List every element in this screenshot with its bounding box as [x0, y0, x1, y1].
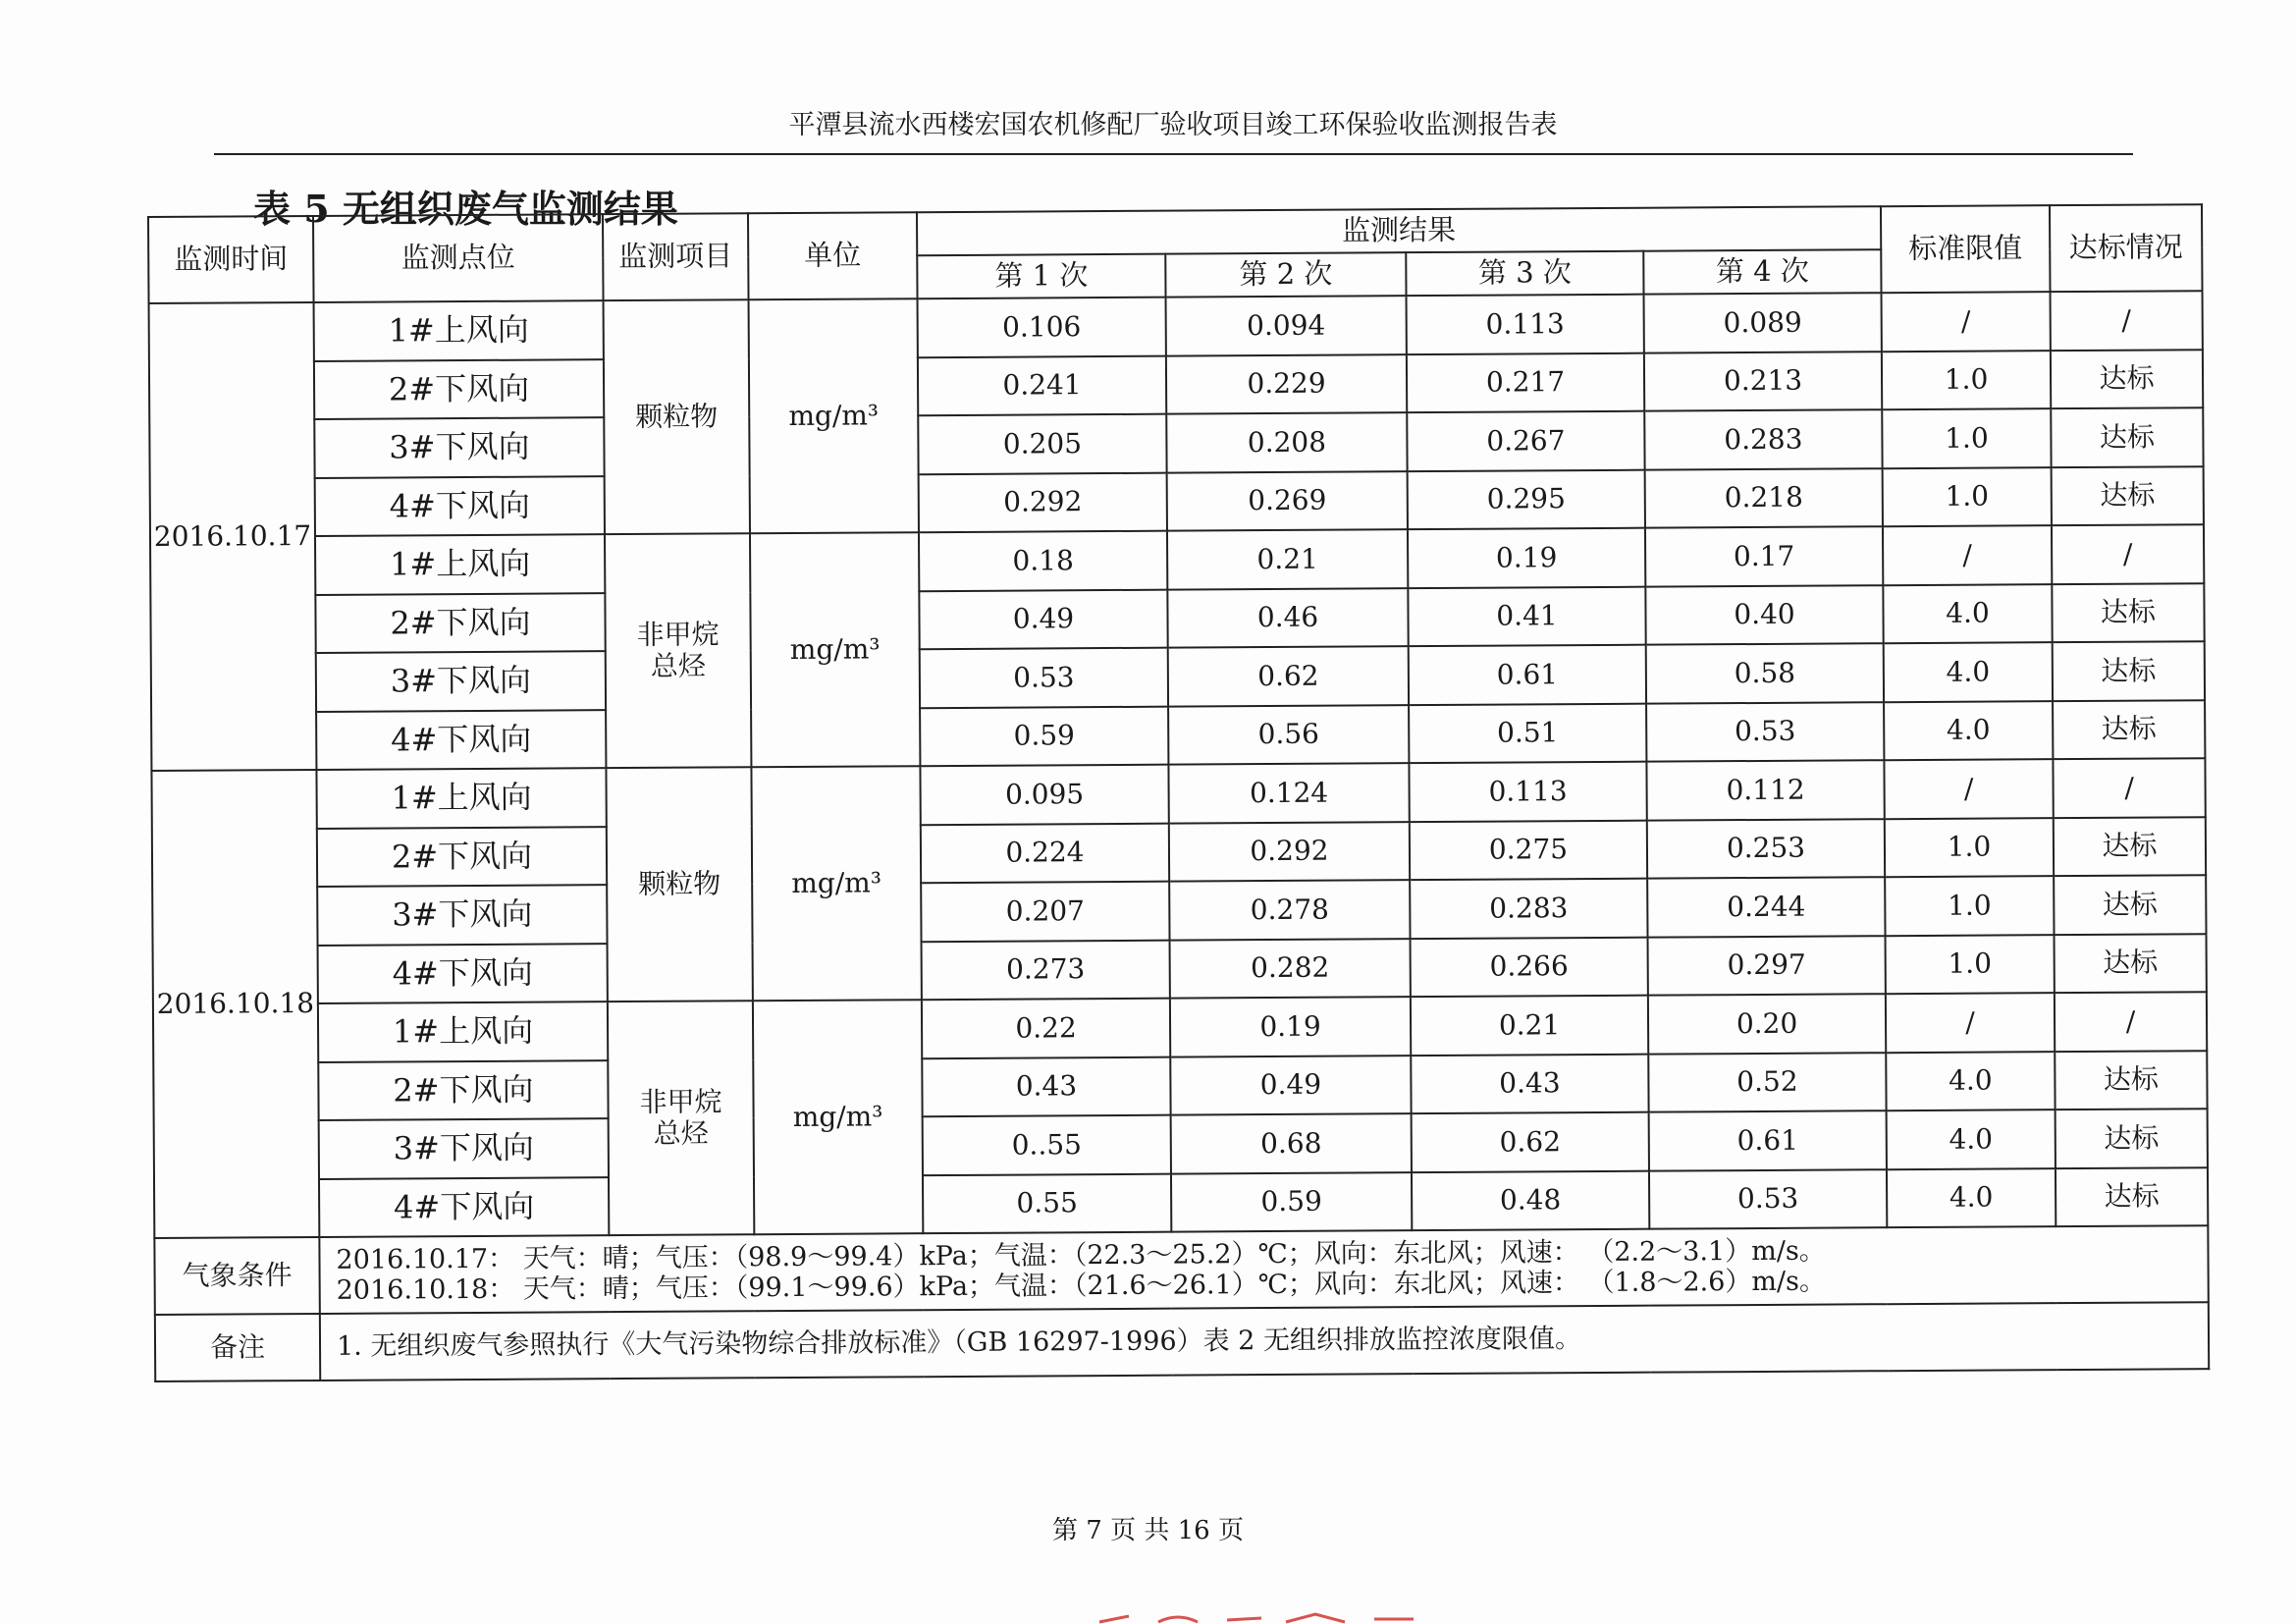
value-cell: 0.273 — [922, 940, 1170, 1000]
value-cell: 0.218 — [1645, 468, 1883, 528]
value-cell: 0.56 — [1168, 705, 1409, 765]
value-cell: 0.19 — [1408, 528, 1645, 588]
value-cell: 0.089 — [1644, 293, 1882, 352]
point-cell: 3#下风向 — [316, 651, 606, 711]
value-cell: 0.095 — [920, 765, 1168, 825]
unit-cell: mg/m³ — [751, 766, 921, 1001]
limit-cell: 4.0 — [1887, 1168, 2056, 1228]
status-cell: 达标 — [2052, 466, 2204, 525]
limit-cell: 1.0 — [1882, 408, 2051, 468]
header-rule — [214, 153, 2133, 155]
header-round-3: 第 3 次 — [1406, 251, 1643, 296]
value-cell: 0.59 — [1171, 1172, 1412, 1232]
value-cell: 0.205 — [918, 414, 1166, 474]
header-time: 监测时间 — [148, 216, 314, 303]
value-cell: 0.217 — [1407, 352, 1644, 412]
value-cell: 0.269 — [1167, 471, 1408, 531]
value-cell: 0.68 — [1171, 1113, 1412, 1173]
limit-cell: / — [1886, 993, 2055, 1053]
unit-cell: mg/m³ — [753, 1000, 923, 1234]
header-round-1: 第 1 次 — [917, 254, 1165, 299]
value-cell: 0.283 — [1410, 879, 1647, 939]
limit-cell: 1.0 — [1885, 818, 2054, 878]
limit-cell: 4.0 — [1884, 701, 2053, 761]
point-cell: 4#下风向 — [318, 944, 608, 1003]
status-cell: 达标 — [2053, 700, 2205, 759]
value-cell: 0.59 — [920, 706, 1168, 766]
remark-text: 1. 无组织废气参照执行《大气污染物综合排放标准》（GB 16297-1996）表 2 无组织排放监控浓度限值。 — [320, 1302, 2209, 1380]
limit-cell: 1.0 — [1886, 935, 2055, 995]
value-cell: 0.282 — [1170, 939, 1411, 999]
point-cell: 1#上风向 — [316, 768, 606, 828]
point-cell: 1#上风向 — [315, 534, 605, 594]
value-cell: 0.21 — [1167, 529, 1408, 589]
header-point: 监测点位 — [313, 214, 604, 302]
unit-cell: mg/m³ — [750, 532, 920, 767]
value-cell: 0.49 — [919, 589, 1167, 649]
header-round-2: 第 2 次 — [1165, 252, 1406, 297]
value-cell: 0.49 — [1170, 1056, 1411, 1115]
status-cell: / — [2051, 291, 2203, 350]
value-cell: 0.62 — [1168, 646, 1409, 706]
value-cell: 0.207 — [921, 882, 1169, 942]
point-cell: 4#下风向 — [319, 1177, 609, 1237]
value-cell: 0.62 — [1412, 1112, 1649, 1172]
value-cell: 0.253 — [1647, 819, 1885, 879]
status-cell: 达标 — [2051, 350, 2203, 408]
value-cell: 0.266 — [1411, 937, 1648, 997]
status-cell: 达标 — [2056, 1109, 2208, 1167]
header-limit: 标准限值 — [1881, 205, 2051, 293]
item-cell: 非甲烷总烃 — [605, 533, 751, 768]
value-cell: 0.55 — [923, 1173, 1171, 1233]
value-cell: 0..55 — [923, 1115, 1171, 1175]
status-cell: 达标 — [2052, 583, 2204, 642]
limit-cell: 4.0 — [1883, 584, 2052, 644]
status-cell: 达标 — [2055, 1051, 2207, 1110]
limit-cell: 4.0 — [1886, 1052, 2055, 1111]
value-cell: 0.224 — [921, 823, 1169, 883]
point-cell: 4#下风向 — [315, 476, 605, 536]
header-unit: 单位 — [748, 212, 918, 299]
limit-cell: / — [1882, 292, 2051, 352]
item-cell: 颗粒物 — [606, 767, 752, 1001]
header-round-4: 第 4 次 — [1643, 249, 1881, 294]
status-cell: / — [2052, 524, 2204, 583]
status-cell: 达标 — [2053, 641, 2205, 700]
value-cell: 0.17 — [1645, 526, 1883, 586]
value-cell: 0.43 — [922, 1056, 1170, 1116]
unit-cell: mg/m³ — [749, 298, 919, 533]
value-cell: 0.20 — [1648, 994, 1886, 1054]
limit-cell: / — [1884, 759, 2053, 819]
page-header: 平潭县流水西楼宏国农机修配厂验收项目竣工环保验收监测报告表 — [788, 110, 1558, 140]
status-cell: 达标 — [2054, 817, 2206, 876]
point-cell: 3#下风向 — [319, 1118, 609, 1178]
status-cell: 达标 — [2056, 1167, 2208, 1226]
limit-cell: 4.0 — [1887, 1110, 2056, 1169]
value-cell: 0.292 — [919, 472, 1167, 532]
value-cell: 0.094 — [1166, 296, 1407, 355]
value-cell: 0.295 — [1408, 469, 1645, 529]
value-cell: 0.52 — [1648, 1053, 1886, 1112]
point-cell: 3#下风向 — [314, 417, 604, 477]
status-cell: 达标 — [2055, 934, 2207, 993]
status-cell: 达标 — [2054, 875, 2206, 934]
point-cell: 2#下风向 — [314, 359, 604, 419]
value-cell: 0.43 — [1411, 1054, 1648, 1113]
value-cell: 0.278 — [1169, 880, 1410, 940]
point-cell: 2#下风向 — [315, 593, 605, 653]
item-cell: 颗粒物 — [604, 299, 750, 534]
value-cell: 0.213 — [1644, 352, 1882, 411]
value-cell: 0.113 — [1409, 762, 1646, 822]
header-status: 达标情况 — [2050, 204, 2203, 292]
date-cell: 2016.10.17 — [149, 302, 317, 771]
value-cell: 0.124 — [1168, 763, 1409, 823]
monitoring-results-table — [147, 203, 2210, 1382]
status-cell: / — [2055, 992, 2207, 1051]
limit-cell: 4.0 — [1884, 642, 2053, 702]
value-cell: 0.267 — [1407, 411, 1644, 471]
limit-cell: 1.0 — [1882, 351, 2051, 410]
weather-line: 2016.10.18： 天气：晴；气压：（99.1～99.6）kPa；气温：（21.6～26.1）℃；风向：东北风；风速： （1.8～2.6）m/s。 — [336, 1266, 1827, 1306]
weather-label: 气象条件 — [154, 1237, 319, 1315]
value-cell: 0.19 — [1170, 997, 1411, 1056]
header-results: 监测结果 — [917, 206, 1881, 255]
point-cell: 4#下风向 — [316, 710, 606, 770]
value-cell: 0.241 — [918, 355, 1166, 415]
value-cell: 0.244 — [1647, 877, 1885, 937]
value-cell: 0.292 — [1169, 822, 1410, 882]
value-cell: 0.22 — [922, 999, 1170, 1058]
value-cell: 0.106 — [918, 298, 1166, 357]
value-cell: 0.41 — [1408, 586, 1645, 646]
value-cell: 0.61 — [1649, 1110, 1887, 1170]
point-cell: 3#下风向 — [317, 885, 607, 945]
item-cell: 非甲烷总烃 — [608, 1001, 754, 1235]
value-cell: 0.208 — [1166, 412, 1407, 472]
value-cell: 0.112 — [1646, 760, 1884, 820]
date-cell: 2016.10.18 — [151, 770, 319, 1238]
value-cell: 0.229 — [1166, 354, 1407, 414]
value-cell: 0.40 — [1645, 585, 1883, 645]
point-cell: 2#下风向 — [318, 1060, 608, 1120]
value-cell: 0.46 — [1167, 588, 1408, 648]
value-cell: 0.53 — [1646, 702, 1884, 762]
stamp-fragment-icon — [1090, 1610, 1423, 1624]
page-footer: 第 7 页 共 16 页 — [1052, 1516, 1244, 1545]
limit-cell: 1.0 — [1885, 876, 2054, 936]
value-cell: 0.21 — [1411, 996, 1648, 1056]
value-cell: 0.283 — [1644, 409, 1882, 469]
value-cell: 0.58 — [1646, 643, 1884, 703]
status-cell: 达标 — [2051, 407, 2203, 466]
value-cell: 0.18 — [919, 531, 1167, 591]
value-cell: 0.48 — [1412, 1170, 1649, 1230]
point-cell: 2#下风向 — [317, 827, 607, 887]
value-cell: 0.61 — [1409, 645, 1646, 705]
limit-cell: / — [1883, 525, 2052, 585]
status-cell: / — [2053, 758, 2205, 817]
header-item: 监测项目 — [603, 213, 749, 300]
weather-line: 2016.10.17： 天气：晴；气压：（98.9～99.4）kPa；气温：（22.3～25.2）℃；风向：东北风；风速： （2.2～3.1）m/s。 — [336, 1235, 1826, 1275]
value-cell: 0.297 — [1648, 936, 1886, 996]
value-cell: 0.113 — [1407, 295, 1644, 354]
value-cell: 0.53 — [920, 648, 1168, 708]
weather-cell — [319, 1225, 2208, 1314]
value-cell: 0.53 — [1649, 1169, 1887, 1229]
value-cell: 0.275 — [1410, 820, 1647, 880]
remark-label: 备注 — [155, 1314, 320, 1381]
point-cell: 1#上风向 — [318, 1001, 608, 1061]
limit-cell: 1.0 — [1883, 467, 2052, 527]
table-title: 表 5 无组织废气监测结果 — [253, 187, 678, 231]
value-cell: 0.51 — [1409, 703, 1646, 763]
point-cell: 1#上风向 — [314, 300, 604, 360]
